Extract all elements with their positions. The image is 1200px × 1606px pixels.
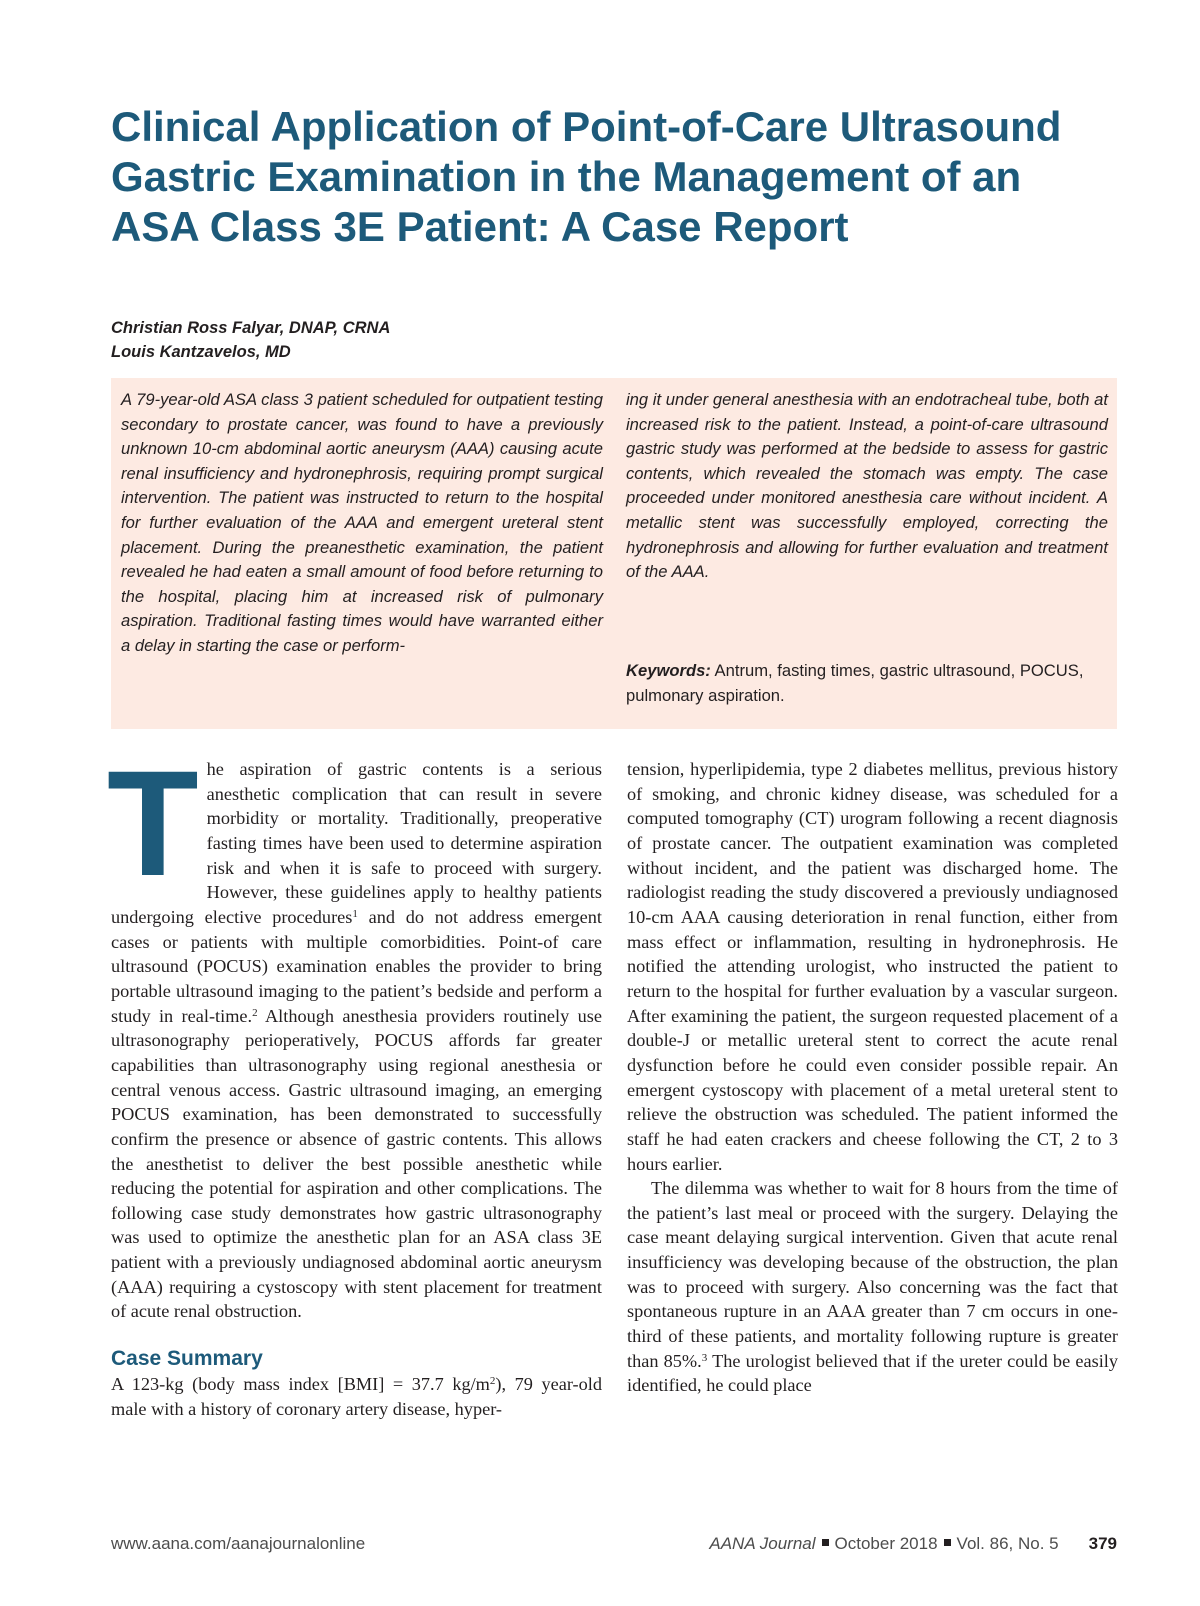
citation-2[interactable]: 2 (252, 1006, 258, 1019)
citation-1[interactable]: 1 (352, 907, 358, 920)
dilemma-text-b: The urologist believed that if the ureter could be easily identified, he could place (627, 1350, 1118, 1396)
intro-text-c: Although anesthesia providers routinely use ultrasonography perioperatively, POCUS affords far greater capabilities than ultrasonography using regional anesthesia or central venous access. Gastric ultrasound imaging, an emerging POCUS examination, has been demonstrated to successfully confirm the presence or absence of gastric contents. This allows the anesthetist to deliver the best possible anesthetic while reducing the potential for aspiration and other complications. The following case study demonstrates how gastric ultrasonography was used to optimize the anesthetic plan for an ASA class 3E patient with a previously undiagnosed abdominal aortic aneurysm (AAA) requiring a cystoscopy with stent placement for treatment of acute renal obstruction. (111, 1005, 602, 1322)
dilemma-text-a: The dilemma was whether to wait for 8 hours from the time of the patient’s last meal or proceed with the surgery. Delaying the case meant delaying surgical intervention. Given that acute renal insufficiency was developing because of the obstruction, the plan was to proceed with surgery. Also concerning was the fact that spontaneous rupture in an AAA greater than 7 cm occurs in one-third of these patients, and mortality following rupture is greater than 85%. (627, 1178, 1118, 1371)
author-2: Louis Kantzavelos, MD (111, 343, 291, 361)
keywords-list: Antrum, fasting times, gastric ultrasound, POCUS, pulmonary aspiration. (626, 661, 1084, 705)
body-right-column (627, 757, 1118, 1398)
title-line-3: ASA Class 3E Patient: A Case Report (111, 203, 849, 250)
page-footer (111, 1534, 1117, 1558)
abstract-left-column: A 79-year-old ASA class 3 patient scheduled for outpatient testing secondary to prostate cancer, was found to have a previously unknown 10-cm abdominal aortic aneurysm (AAA) causing acute renal insufficiency and hydronephrosis, requiring prompt surgical intervention. The patient was instructed to return to the hospital for further evaluation of the AAA and emergent ureteral stent placement. During the preanesthetic examination, the patient revealed he had eaten a small amount of food before returning to the hospital, placing him at increased risk of pulmonary aspiration. Traditional fasting times would have warranted either a delay in starting the case or perform- (121, 390, 603, 655)
case-summary-heading: Case Summary (111, 1347, 263, 1371)
intro-text-b: and do not address emergent cases or patients with multiple comorbidities. Point-of care ultrasound (POCUS) examination enables the provider to bring portable ultrasound imaging to the patient’s bedside and perform a study in real-time. (111, 906, 602, 1026)
intro-text-a: he aspiration of gastric contents is a serious anesthetic complication that can result in severe morbidity or mortality. Traditionally, preoperative fasting times have been used to determine aspiration risk and when it is safe to proceed with surgery. However, these guidelines apply to healthy patients undergoing elective procedures (111, 759, 602, 927)
author-list (111, 316, 390, 364)
intro-paragraph (107, 739, 602, 1324)
square-bullet-icon (822, 1539, 829, 1546)
case-text-b: ), 79 year-old male with a history of coronary artery disease, hyper- (111, 1374, 603, 1419)
keywords (626, 659, 1108, 708)
abstract-box (111, 378, 1117, 729)
case-continued-paragraph: tension, hyperlipidemia, type 2 diabetes mellitus, previous history of smoking, and chronic kidney disease, was scheduled for a computed tomography (CT) urogram following a recent diagnosis of prostate cancer. The outpatient examination was completed without incident, and the patient was discharged home. The radiologist reading the study discovered a previously undiagnosed 10-cm AAA causing deterioration in renal function, either from mass effect or inflammation, resulting in hydronephrosis. He notified the attending urologist, who instructed the patient to return to the hospital for further evaluation by a vascular surgeon. After examining the patient, the surgeon requested placement of a double-J or metallic ureteral stent to correct the acute renal dysfunction before he could even consider possible repair. An emergent cystoscopy with placement of a metal ureteral stent to relieve the obstruction was scheduled. The patient informed the staff he had eaten crackers and cheese following the CT, 2 to 3 hours earlier. (627, 759, 1118, 1174)
footer-journal: AANA Journal (709, 1534, 816, 1553)
author-1: Christian Ross Falyar, DNAP, CRNA (111, 319, 391, 337)
article-title (111, 102, 1121, 252)
footer-citation (709, 1534, 1117, 1554)
footer-volume: Vol. 86, No. 5 (956, 1534, 1059, 1553)
square-bullet-icon (944, 1539, 951, 1546)
page-number: 379 (1088, 1534, 1117, 1553)
case-summary-paragraph (111, 1372, 602, 1421)
superscript-2: 2 (489, 1375, 496, 1388)
footer-url[interactable]: www.aana.com/aanajournalonline (111, 1534, 366, 1553)
dilemma-paragraph (627, 1176, 1118, 1398)
keywords-label: Keywords: (626, 661, 711, 680)
abstract-right-column: ing it under general anesthesia with an endotracheal tube, both at increased risk to the patient. Instead, a point-of-care ultrasound gastric study was performed at the bedside to assess for gastric contents, which revealed the stomach was empty. The case proceeded under monitored anesthesia care without incident. A metallic stent was successfully employed, correcting the hydronephrosis and allowing for further evaluation and treatment of the AAA. (626, 390, 1108, 582)
title-line-1: Clinical Application of Point-of-Care Ultrasound (111, 103, 1062, 150)
body-left-column (107, 739, 603, 1421)
case-text-a: A 123-kg (body mass index [BMI] = 37.7 kg/m (111, 1374, 490, 1395)
drop-cap: T (107, 739, 199, 907)
citation-3[interactable]: 3 (701, 1351, 708, 1364)
title-line-2: Gastric Examination in the Management of an (111, 153, 1022, 200)
footer-date: October 2018 (834, 1534, 938, 1553)
